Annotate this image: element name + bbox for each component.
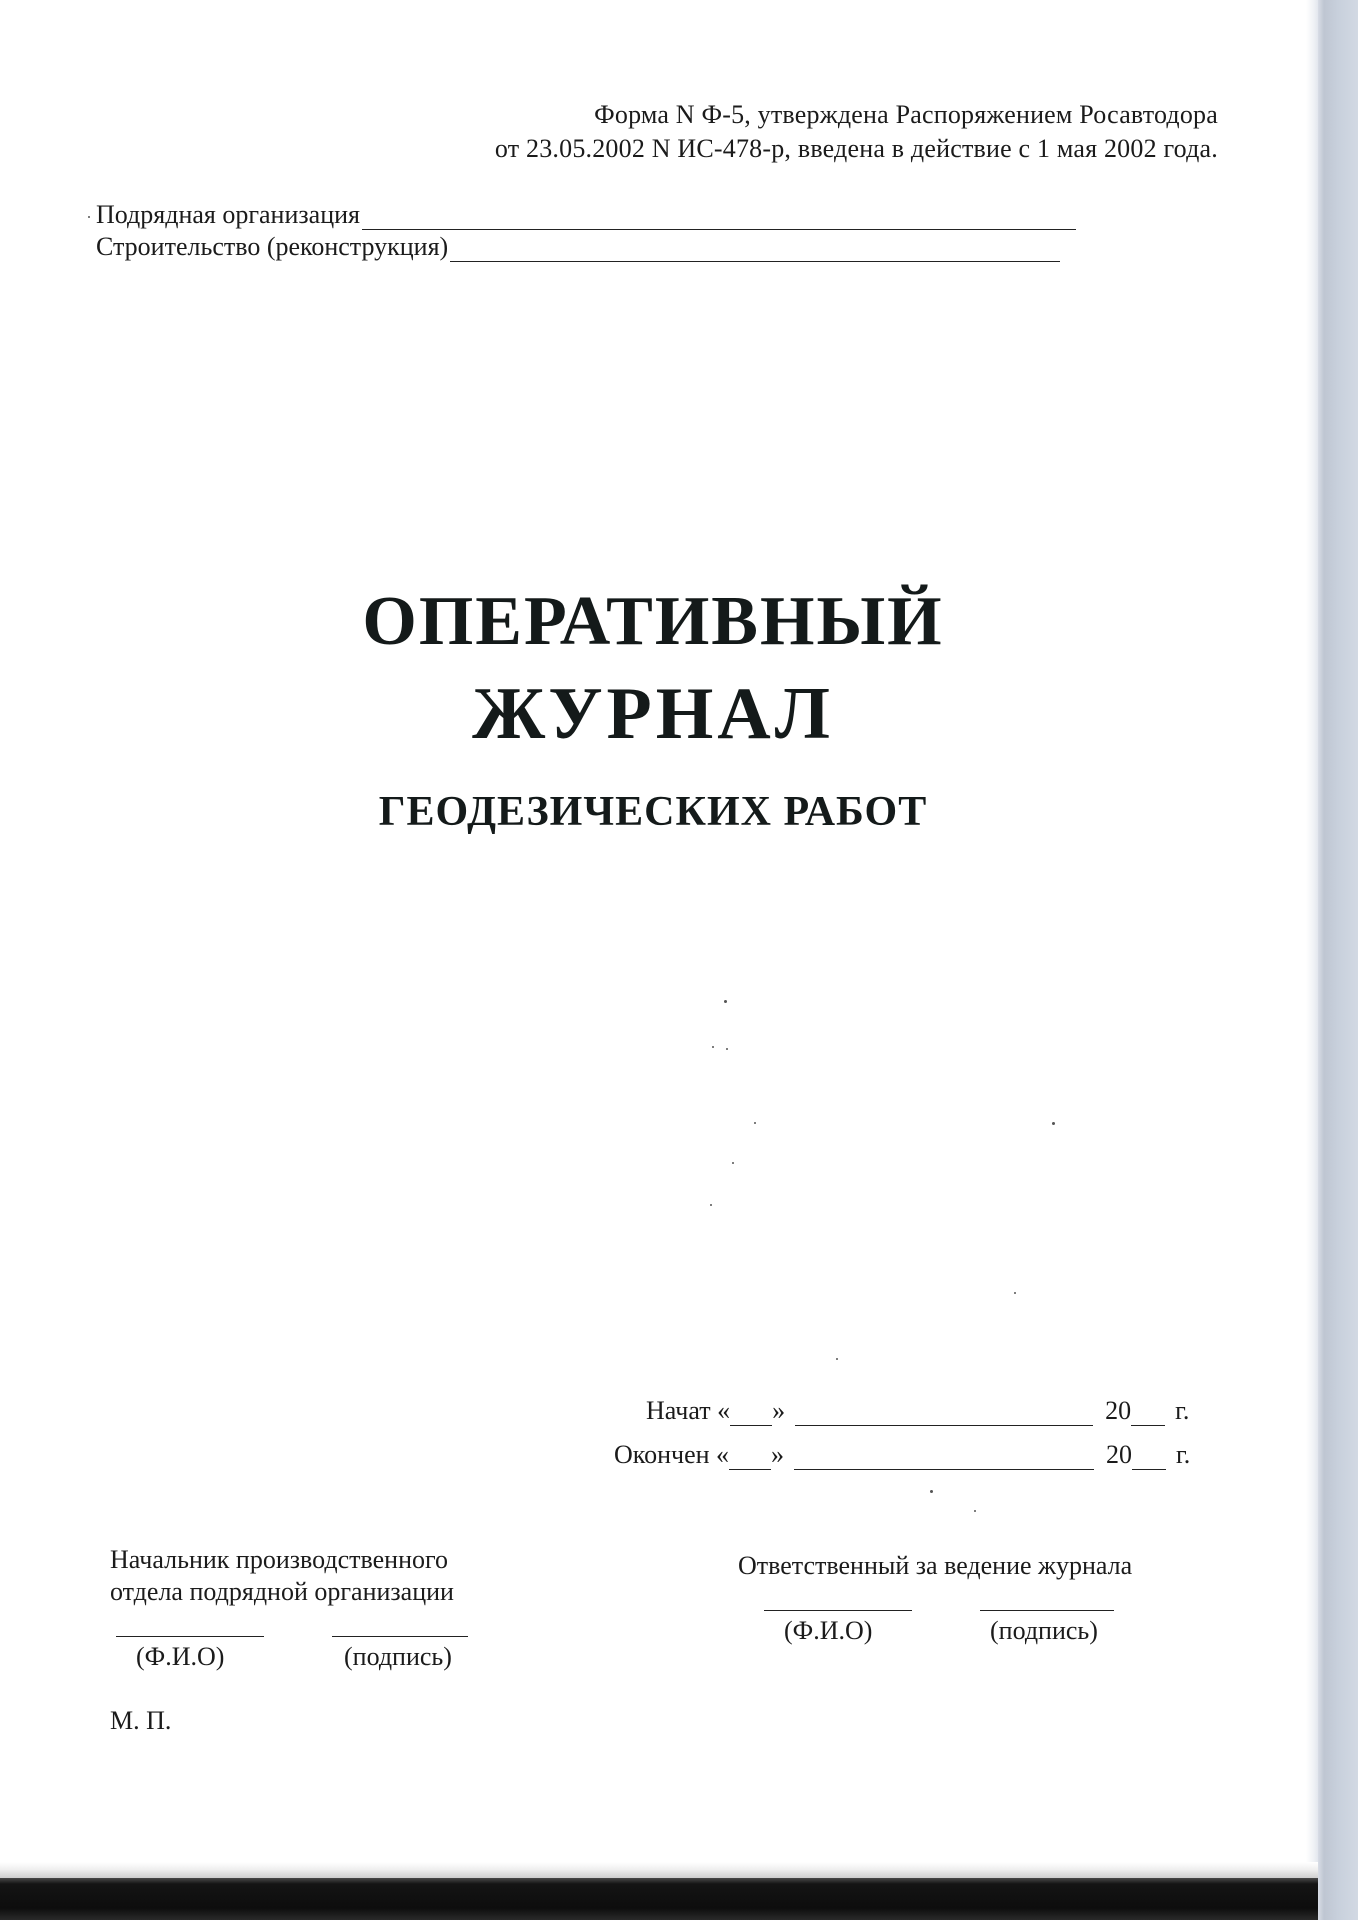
started-month-blank xyxy=(795,1401,1093,1426)
scan-page-bottom-edge xyxy=(0,1862,1318,1878)
ended-month-blank xyxy=(794,1445,1094,1470)
title-line-3: ГЕОДЕЗИЧЕСКИХ РАБОТ xyxy=(378,789,928,835)
started-close-quote: » xyxy=(772,1396,786,1425)
ended-year-suffix: г. xyxy=(1176,1440,1191,1469)
head-fio-line xyxy=(116,1636,264,1637)
responsible-fio-caption: (Ф.И.О) xyxy=(784,1616,873,1645)
started-label: Начат « xyxy=(646,1396,731,1425)
construction-field xyxy=(96,232,1060,262)
ended-year-blank xyxy=(1132,1445,1166,1470)
construction-blank-line xyxy=(450,237,1060,262)
head-title-line-2: отдела подрядной организации xyxy=(110,1577,454,1606)
scan-speck xyxy=(88,216,90,218)
responsible-fio-line xyxy=(764,1610,912,1611)
contractor-field xyxy=(96,200,1076,230)
scan-speck xyxy=(836,1358,838,1360)
scan-speck xyxy=(974,1510,976,1512)
head-fio-caption: (Ф.И.О) xyxy=(136,1642,225,1671)
ended-label: Окончен « xyxy=(614,1440,730,1469)
stamp-place: М. П. xyxy=(110,1706,172,1735)
started-year-blank xyxy=(1131,1401,1165,1426)
started-day-blank xyxy=(730,1401,772,1426)
scan-speck xyxy=(724,1000,727,1003)
scan-border-right xyxy=(1318,0,1358,1920)
title-line-2: ЖУРНАЛ xyxy=(472,673,834,755)
scan-speck xyxy=(726,1048,728,1050)
ended-close-quote: » xyxy=(771,1440,785,1469)
contractor-blank-line xyxy=(362,205,1076,230)
form-header-line-1: Форма N Ф-5, утверждена Распоряжением Росавтодора xyxy=(594,100,1218,129)
scan-speck xyxy=(712,1046,714,1048)
head-signature-caption: (подпись) xyxy=(344,1642,452,1671)
scan-border-bottom xyxy=(0,1878,1318,1920)
head-signature-line xyxy=(332,1636,468,1637)
ended-date-row xyxy=(614,1440,1190,1470)
started-date-row xyxy=(646,1396,1189,1426)
construction-label: Строительство (реконструкция) xyxy=(96,232,449,261)
ended-day-blank xyxy=(729,1445,771,1470)
form-header xyxy=(495,98,1218,166)
started-year-prefix: 20 xyxy=(1105,1396,1132,1425)
title-line-1: ОПЕРАТИВНЫЙ xyxy=(362,583,944,660)
head-of-department-block xyxy=(110,1544,454,1608)
responsible-title: Ответственный за ведение журнала xyxy=(738,1551,1133,1580)
scan-speck xyxy=(1014,1292,1016,1294)
scan-speck xyxy=(1052,1122,1055,1125)
responsible-signature-caption: (подпись) xyxy=(990,1616,1098,1645)
head-title-line-1: Начальник производственного xyxy=(110,1545,448,1574)
scan-speck xyxy=(930,1490,933,1493)
responsible-signature-line xyxy=(980,1610,1114,1611)
form-header-line-2: от 23.05.2002 N ИС-478-р, введена в действие с 1 мая 2002 года. xyxy=(494,134,1218,163)
scan-speck xyxy=(754,1122,756,1124)
scan-speck xyxy=(710,1204,712,1206)
started-year-suffix: г. xyxy=(1175,1396,1190,1425)
contractor-label: Подрядная организация xyxy=(96,200,360,229)
ended-year-prefix: 20 xyxy=(1106,1440,1133,1469)
scan-speck xyxy=(732,1162,734,1164)
scan-page-edge xyxy=(1306,0,1318,1920)
responsible-person-block xyxy=(738,1550,1132,1582)
